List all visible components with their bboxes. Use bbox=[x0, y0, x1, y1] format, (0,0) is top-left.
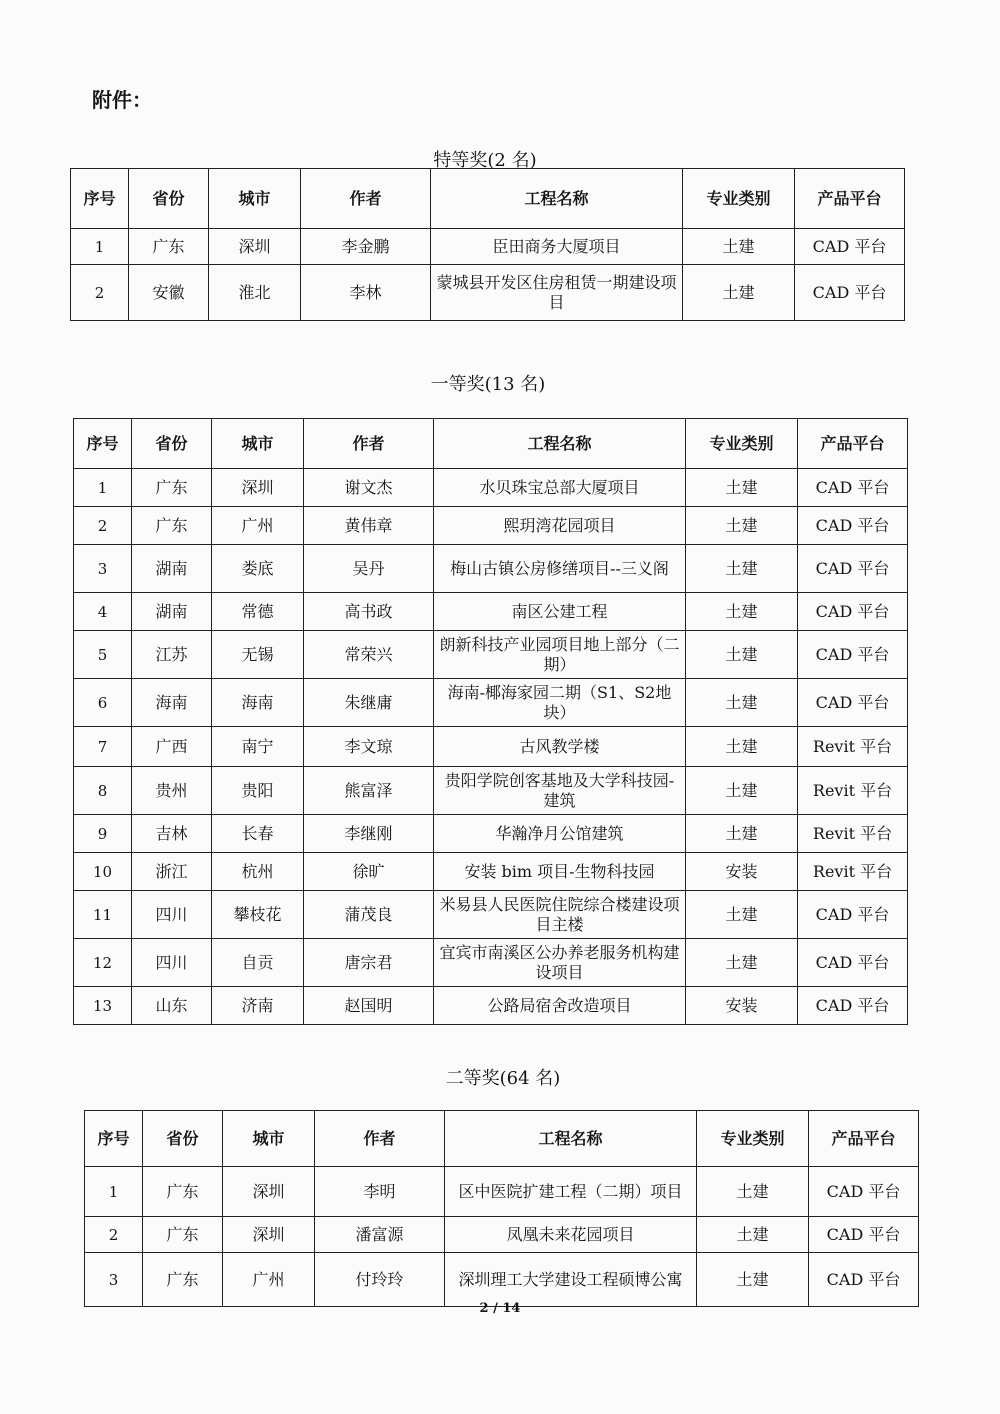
header-project-name: 工程名称 bbox=[431, 169, 683, 229]
cell-seq: 5 bbox=[74, 631, 132, 679]
cell-city: 长春 bbox=[212, 815, 304, 853]
cell-seq: 3 bbox=[74, 545, 132, 593]
table-row bbox=[74, 891, 908, 939]
cell-province: 四川 bbox=[132, 939, 212, 987]
table-row bbox=[85, 1167, 919, 1217]
table-header-row bbox=[74, 419, 908, 469]
table-row bbox=[74, 727, 908, 767]
table-row bbox=[85, 1253, 919, 1307]
header-category: 专业类别 bbox=[686, 419, 798, 469]
cell-platform: Revit 平台 bbox=[798, 767, 908, 815]
cell-author: 潘富源 bbox=[315, 1217, 445, 1253]
cell-city: 娄底 bbox=[212, 545, 304, 593]
cell-author: 谢文杰 bbox=[304, 469, 434, 507]
cell-province: 浙江 bbox=[132, 853, 212, 891]
cell-seq: 12 bbox=[74, 939, 132, 987]
cell-platform: CAD 平台 bbox=[798, 679, 908, 727]
cell-province: 广东 bbox=[143, 1217, 223, 1253]
award-table-special bbox=[70, 168, 905, 321]
cell-author: 高书政 bbox=[304, 593, 434, 631]
header-city: 城市 bbox=[223, 1111, 315, 1167]
table-row bbox=[74, 631, 908, 679]
cell-project-name: 区中医院扩建工程（二期）项目 bbox=[445, 1167, 697, 1217]
cell-project-name: 蒙城县开发区住房租赁一期建设项目 bbox=[431, 265, 683, 321]
cell-author: 朱继庸 bbox=[304, 679, 434, 727]
header-city: 城市 bbox=[212, 419, 304, 469]
cell-author: 徐旷 bbox=[304, 853, 434, 891]
award-table-first bbox=[73, 418, 908, 1025]
cell-province: 山东 bbox=[132, 987, 212, 1025]
cell-author: 唐宗君 bbox=[304, 939, 434, 987]
cell-project-name: 朗新科技产业园项目地上部分（二期） bbox=[434, 631, 686, 679]
cell-platform: CAD 平台 bbox=[798, 939, 908, 987]
cell-city: 深圳 bbox=[212, 469, 304, 507]
table-row bbox=[74, 939, 908, 987]
cell-project-name: 贵阳学院创客基地及大学科技园-建筑 bbox=[434, 767, 686, 815]
cell-platform: CAD 平台 bbox=[798, 891, 908, 939]
cell-project-name: 华瀚净月公馆建筑 bbox=[434, 815, 686, 853]
cell-category: 土建 bbox=[697, 1217, 809, 1253]
cell-city: 济南 bbox=[212, 987, 304, 1025]
cell-category: 土建 bbox=[683, 265, 795, 321]
table-row bbox=[74, 545, 908, 593]
section-title-first: 一等奖(13 名) bbox=[430, 374, 546, 395]
cell-province: 广东 bbox=[132, 469, 212, 507]
cell-category: 土建 bbox=[686, 469, 798, 507]
cell-platform: Revit 平台 bbox=[798, 853, 908, 891]
header-author: 作者 bbox=[301, 169, 431, 229]
cell-category: 土建 bbox=[686, 545, 798, 593]
cell-author: 赵国明 bbox=[304, 987, 434, 1025]
page-number: 2 / 14 bbox=[479, 1301, 521, 1316]
table-row bbox=[74, 593, 908, 631]
cell-province: 广东 bbox=[132, 507, 212, 545]
cell-category: 安装 bbox=[686, 853, 798, 891]
section-title-second: 二等奖(64 名) bbox=[445, 1068, 561, 1089]
header-author: 作者 bbox=[304, 419, 434, 469]
cell-seq: 1 bbox=[74, 469, 132, 507]
cell-city: 贵阳 bbox=[212, 767, 304, 815]
cell-project-name: 古风教学楼 bbox=[434, 727, 686, 767]
table-row bbox=[74, 679, 908, 727]
header-city: 城市 bbox=[209, 169, 301, 229]
cell-project-name: 宜宾市南溪区公办养老服务机构建设项目 bbox=[434, 939, 686, 987]
cell-author: 付玲玲 bbox=[315, 1253, 445, 1307]
cell-author: 蒲茂良 bbox=[304, 891, 434, 939]
cell-province: 广西 bbox=[132, 727, 212, 767]
table-row bbox=[71, 229, 905, 265]
header-province: 省份 bbox=[129, 169, 209, 229]
cell-author: 李金鹏 bbox=[301, 229, 431, 265]
cell-city: 海南 bbox=[212, 679, 304, 727]
table-row bbox=[71, 265, 905, 321]
cell-province: 江苏 bbox=[132, 631, 212, 679]
cell-city: 常德 bbox=[212, 593, 304, 631]
cell-platform: CAD 平台 bbox=[798, 507, 908, 545]
attachment-label: 附件： bbox=[92, 88, 152, 112]
cell-category: 土建 bbox=[686, 631, 798, 679]
cell-project-name: 水贝珠宝总部大厦项目 bbox=[434, 469, 686, 507]
cell-platform: Revit 平台 bbox=[798, 815, 908, 853]
cell-project-name: 梅山古镇公房修缮项目--三义阁 bbox=[434, 545, 686, 593]
table-row bbox=[74, 469, 908, 507]
cell-province: 吉林 bbox=[132, 815, 212, 853]
cell-city: 南宁 bbox=[212, 727, 304, 767]
table-header-row bbox=[71, 169, 905, 229]
cell-category: 土建 bbox=[686, 767, 798, 815]
cell-city: 深圳 bbox=[209, 229, 301, 265]
cell-platform: CAD 平台 bbox=[809, 1167, 919, 1217]
cell-province: 海南 bbox=[132, 679, 212, 727]
cell-province: 湖南 bbox=[132, 593, 212, 631]
cell-province: 四川 bbox=[132, 891, 212, 939]
cell-project-name: 安装 bim 项目-生物科技园 bbox=[434, 853, 686, 891]
cell-platform: CAD 平台 bbox=[795, 265, 905, 321]
table-row bbox=[74, 853, 908, 891]
cell-platform: CAD 平台 bbox=[795, 229, 905, 265]
cell-province: 广东 bbox=[143, 1167, 223, 1217]
header-author: 作者 bbox=[315, 1111, 445, 1167]
cell-author: 李明 bbox=[315, 1167, 445, 1217]
cell-platform: CAD 平台 bbox=[798, 631, 908, 679]
cell-seq: 4 bbox=[74, 593, 132, 631]
cell-category: 土建 bbox=[683, 229, 795, 265]
header-seq: 序号 bbox=[71, 169, 129, 229]
header-project-name: 工程名称 bbox=[434, 419, 686, 469]
header-province: 省份 bbox=[143, 1111, 223, 1167]
cell-author: 熊富泽 bbox=[304, 767, 434, 815]
cell-author: 吴丹 bbox=[304, 545, 434, 593]
cell-province: 安徽 bbox=[129, 265, 209, 321]
cell-province: 湖南 bbox=[132, 545, 212, 593]
cell-city: 广州 bbox=[223, 1253, 315, 1307]
cell-platform: CAD 平台 bbox=[798, 593, 908, 631]
cell-category: 土建 bbox=[697, 1167, 809, 1217]
cell-category: 土建 bbox=[686, 939, 798, 987]
header-seq: 序号 bbox=[85, 1111, 143, 1167]
cell-city: 深圳 bbox=[223, 1217, 315, 1253]
cell-city: 广州 bbox=[212, 507, 304, 545]
cell-platform: CAD 平台 bbox=[798, 469, 908, 507]
cell-category: 土建 bbox=[686, 727, 798, 767]
cell-project-name: 公路局宿舍改造项目 bbox=[434, 987, 686, 1025]
cell-author: 李继刚 bbox=[304, 815, 434, 853]
cell-seq: 10 bbox=[74, 853, 132, 891]
cell-seq: 6 bbox=[74, 679, 132, 727]
cell-seq: 8 bbox=[74, 767, 132, 815]
cell-city: 淮北 bbox=[209, 265, 301, 321]
cell-project-name: 海南-椰海家园二期（S1、S2地块） bbox=[434, 679, 686, 727]
cell-platform: CAD 平台 bbox=[798, 987, 908, 1025]
cell-city: 杭州 bbox=[212, 853, 304, 891]
cell-author: 常荣兴 bbox=[304, 631, 434, 679]
cell-category: 土建 bbox=[686, 891, 798, 939]
cell-author: 李文琼 bbox=[304, 727, 434, 767]
cell-category: 土建 bbox=[697, 1253, 809, 1307]
table-row bbox=[74, 507, 908, 545]
cell-seq: 1 bbox=[85, 1167, 143, 1217]
cell-city: 自贡 bbox=[212, 939, 304, 987]
cell-category: 土建 bbox=[686, 593, 798, 631]
cell-province: 广东 bbox=[129, 229, 209, 265]
table-row bbox=[85, 1217, 919, 1253]
header-province: 省份 bbox=[132, 419, 212, 469]
cell-seq: 1 bbox=[71, 229, 129, 265]
cell-category: 土建 bbox=[686, 507, 798, 545]
cell-project-name: 南区公建工程 bbox=[434, 593, 686, 631]
header-seq: 序号 bbox=[74, 419, 132, 469]
cell-city: 攀枝花 bbox=[212, 891, 304, 939]
table-row bbox=[74, 767, 908, 815]
table-row bbox=[74, 815, 908, 853]
header-project-name: 工程名称 bbox=[445, 1111, 697, 1167]
cell-seq: 9 bbox=[74, 815, 132, 853]
cell-seq: 11 bbox=[74, 891, 132, 939]
cell-category: 土建 bbox=[686, 679, 798, 727]
table-row bbox=[74, 987, 908, 1025]
cell-city: 深圳 bbox=[223, 1167, 315, 1217]
cell-platform: CAD 平台 bbox=[809, 1253, 919, 1307]
header-category: 专业类别 bbox=[697, 1111, 809, 1167]
table-header-row bbox=[85, 1111, 919, 1167]
header-platform: 产品平台 bbox=[795, 169, 905, 229]
cell-category: 安装 bbox=[686, 987, 798, 1025]
cell-project-name: 熙玥湾花园项目 bbox=[434, 507, 686, 545]
cell-project-name: 深圳理工大学建设工程硕博公寓 bbox=[445, 1253, 697, 1307]
header-platform: 产品平台 bbox=[809, 1111, 919, 1167]
cell-author: 李林 bbox=[301, 265, 431, 321]
cell-province: 广东 bbox=[143, 1253, 223, 1307]
cell-platform: CAD 平台 bbox=[809, 1217, 919, 1253]
cell-project-name: 凤凰未来花园项目 bbox=[445, 1217, 697, 1253]
cell-city: 无锡 bbox=[212, 631, 304, 679]
cell-author: 黄伟章 bbox=[304, 507, 434, 545]
header-platform: 产品平台 bbox=[798, 419, 908, 469]
award-table-second bbox=[84, 1110, 919, 1307]
cell-seq: 2 bbox=[71, 265, 129, 321]
cell-platform: Revit 平台 bbox=[798, 727, 908, 767]
cell-platform: CAD 平台 bbox=[798, 545, 908, 593]
cell-seq: 2 bbox=[74, 507, 132, 545]
cell-seq: 7 bbox=[74, 727, 132, 767]
section-title-special: 特等奖(2 名) bbox=[433, 150, 537, 171]
header-category: 专业类别 bbox=[683, 169, 795, 229]
cell-category: 土建 bbox=[686, 815, 798, 853]
cell-seq: 13 bbox=[74, 987, 132, 1025]
cell-project-name: 臣田商务大厦项目 bbox=[431, 229, 683, 265]
cell-seq: 2 bbox=[85, 1217, 143, 1253]
cell-seq: 3 bbox=[85, 1253, 143, 1307]
cell-project-name: 米易县人民医院住院综合楼建设项目主楼 bbox=[434, 891, 686, 939]
cell-province: 贵州 bbox=[132, 767, 212, 815]
